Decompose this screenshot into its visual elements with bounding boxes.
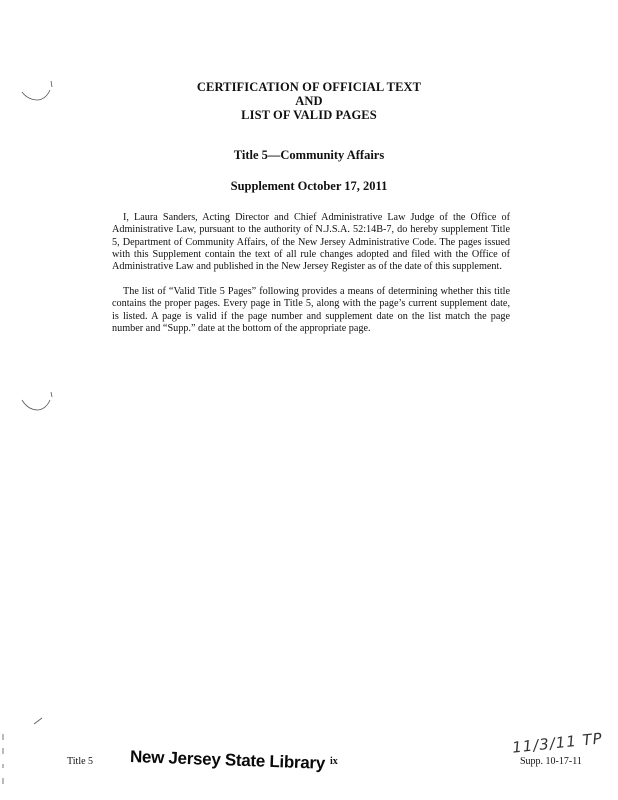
handwritten-date: 11/3/11 TP (511, 729, 604, 757)
certification-heading (0, 80, 618, 122)
scan-mark-middle (18, 388, 58, 418)
heading-line-1: CERTIFICATION OF OFFICIAL TEXT (196, 80, 422, 94)
footer-title: Title 5 (67, 756, 94, 767)
library-stamp: New Jersey State Library (129, 747, 326, 773)
scan-edge-dots (0, 730, 8, 790)
title-name: Title 5—Community Affairs (233, 148, 385, 162)
footer-supplement: Supp. 10-17-11 (520, 756, 582, 767)
page-number: ix (330, 756, 338, 767)
heading-line-3: LIST OF VALID PAGES (241, 108, 377, 122)
heading-line-2: AND (295, 94, 323, 108)
valid-pages-paragraph: The list of “Valid Title 5 Pages” following provides a means of determining whether this title contains the proper pages. Every page in Title 5, along with the page’s current supplement date, is listed. A page is valid if the page number and supplement date on the list match the page number and “Supp.” date at the bottom of the appropriate page. (112, 286, 510, 334)
supplement-date: Supplement October 17, 2011 (230, 179, 388, 193)
scan-mark-bottom (30, 710, 50, 730)
certification-paragraph: I, Laura Sanders, Acting Director and Chief Administrative Law Judge of the Office of Administrative Law, pursuant to the authority of N.J.S.A. 52:14B-7, do hereby supplement Title 5, Department of Community Affairs, of the New Jersey Administrative Code. The pages issued with this Supplement contain the text of all rule changes adopted and filed with the Office of Administrative Law and published in the New Jersey Register as of the date of this supplement. (112, 212, 510, 273)
